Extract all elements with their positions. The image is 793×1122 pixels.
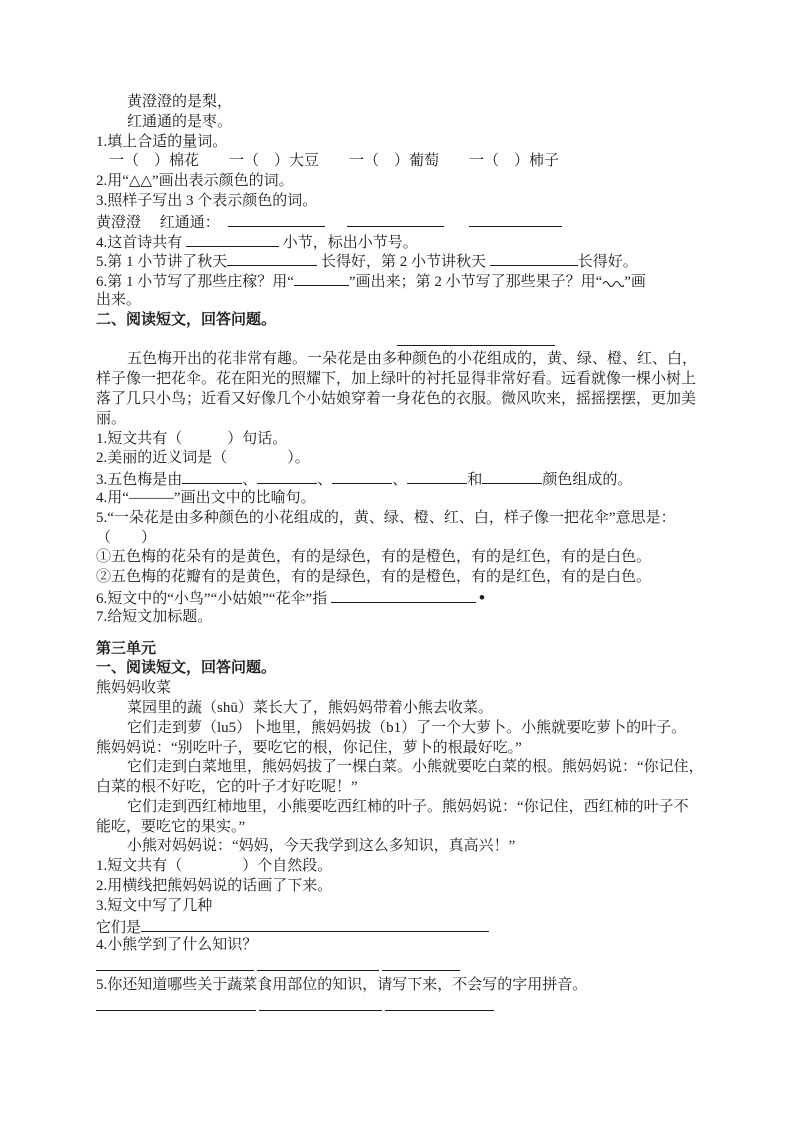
text-segment: 4.小熊学到了什么知识？ — [96, 937, 258, 954]
fill-in-blank — [482, 469, 542, 484]
text-line — [96, 430, 721, 450]
text-segment: 1.短文共有（ ）句话。 — [96, 430, 288, 447]
text-line — [96, 271, 721, 291]
text-segment: ①五色梅的花朵有的是黄色，有的是绿色，有的是橙色，有的是红色，有的是白色。 — [96, 549, 652, 566]
text-segment: 小熊对妈妈说：“妈妈，今天我学到这么多知识，真高兴！” — [127, 838, 516, 855]
text-segment: 3.短文中写了几种 — [96, 897, 213, 914]
fill-in-blank — [294, 271, 349, 286]
fill-in-blank — [257, 469, 317, 484]
text-segment: 2.用“△△”画出表示颜色的词。 — [96, 173, 294, 190]
text-segment: 、 — [317, 472, 333, 489]
text-segment: 红通通的是枣。 — [127, 113, 233, 130]
wavy-line-icon — [602, 278, 624, 287]
text-segment: 二、阅读短文，回答问题。 — [96, 311, 277, 328]
fill-in-blank — [259, 996, 382, 1011]
text-line — [96, 588, 721, 608]
fill-in-blank — [228, 212, 325, 227]
text-line — [96, 568, 721, 588]
text-segment: 熊妈妈说：“别吃叶子，要吃它的根，你记住，萝卜的根最好吃。” — [96, 739, 522, 756]
text-line — [96, 778, 721, 798]
text-line — [96, 917, 721, 937]
document-content — [96, 93, 721, 1016]
text-segment: 它们走到萝（lu5）卜地里，熊妈妈拔（b1）了一个大萝卜。小熊就要吃萝卜的叶子。 — [127, 719, 687, 736]
fill-in-blank — [96, 996, 256, 1011]
text-segment: 、 — [242, 472, 258, 489]
fill-in-blank — [331, 588, 476, 603]
text-line — [96, 350, 721, 370]
fill-in-blank — [385, 996, 494, 1011]
fill-in-blank — [490, 251, 578, 266]
text-line — [96, 113, 721, 133]
text-line — [96, 798, 721, 818]
text-line — [96, 509, 721, 529]
text-segment: （ ） — [96, 529, 157, 546]
text-line — [96, 192, 721, 212]
text-segment: 五色梅开出的花非常有趣。一朵花是由多种颜色的小花组成的，黄、绿、橙、红、白， — [127, 351, 698, 368]
fill-in-blank — [96, 956, 254, 971]
text-line — [96, 251, 721, 271]
text-segment: 它们走到西红柿地里，小熊要吃西红柿的叶子。熊妈妈说：“你记住，西红柿的叶子不 — [127, 798, 689, 815]
title-blank-line — [96, 331, 721, 351]
text-segment: 它们是 — [96, 919, 142, 936]
text-line — [96, 152, 721, 172]
text-line — [96, 897, 721, 917]
text-line — [96, 699, 721, 719]
text-segment: 黄澄澄的是梨， — [127, 94, 233, 110]
text-line — [96, 936, 721, 956]
text-segment: 熊妈妈收菜 — [96, 680, 172, 697]
text-segment: 它们走到白菜地里，熊妈妈拔了一棵白菜。小熊就要吃白菜的根。熊妈妈说：“你记住， — [127, 759, 704, 776]
text-segment: 2.用横线把熊妈妈说的话画了下来。 — [96, 878, 333, 895]
text-segment: ②五色梅的花瓣有的是黄色，有的是绿色，有的是橙色，有的是红色，有的是白色。 — [96, 569, 652, 586]
text-line — [96, 976, 721, 996]
text-line — [96, 739, 721, 759]
spacing-gap — [220, 226, 228, 227]
fill-in-blank — [227, 251, 317, 266]
text-line — [96, 390, 721, 410]
passage-title — [96, 679, 721, 699]
text-segment: 能吃，要吃它的果实。” — [96, 818, 246, 835]
text-line — [96, 449, 721, 469]
fill-in-blank — [382, 956, 460, 971]
text-line — [96, 837, 721, 857]
text-line — [96, 410, 721, 430]
text-line — [96, 719, 721, 739]
text-line — [96, 291, 721, 311]
text-segment: 一、阅读短文，回答问题。 — [96, 660, 277, 677]
text-segment: 样子像一把花伞。花在阳光的照耀下，加上绿叶的衬托显得非常好看。远看就像一棵小树上 — [96, 371, 697, 388]
text-line — [96, 857, 721, 877]
text-segment: 4.这首诗共有 — [96, 234, 187, 251]
fill-in-blank — [332, 469, 392, 484]
answer-line — [96, 996, 721, 1016]
text-segment: 颜色组成的。 — [542, 472, 633, 489]
text-segment: 1.填上合适的量词。 — [96, 133, 228, 150]
spacing-gap — [325, 226, 347, 227]
text-line — [96, 133, 721, 153]
text-segment: 黄澄澄 红通通： — [96, 214, 220, 231]
fill-in-blank — [186, 232, 279, 247]
text-segment: 2.美丽的近义词是（ ）。 — [96, 450, 310, 467]
text-segment: 落了几只小鸟；近看又好像几个小姑娘穿着一身花色的衣服。微风吹来，摇摇摆摆，更加美 — [96, 390, 697, 407]
text-segment: 长得好，第 2 小节讲秋天 — [317, 254, 490, 271]
text-segment: 长得好。 — [577, 254, 638, 271]
unit-heading — [96, 640, 721, 660]
fill-in-blank — [141, 917, 489, 932]
text-line — [96, 529, 721, 549]
section-heading — [96, 311, 721, 331]
text-segment: 出来。 — [96, 291, 142, 308]
spacing-gap — [444, 226, 469, 227]
text-line — [96, 608, 721, 628]
text-line — [96, 370, 721, 390]
text-segment: 6.第 1 小节写了那些庄稼？用“ — [96, 274, 294, 291]
fill-in-blank — [407, 469, 467, 484]
text-line — [96, 469, 721, 489]
section-heading — [96, 659, 721, 679]
text-segment: 5.“一朵花是由多种颜色的小花组成的，黄、绿、橙、红、白，样子像一把花伞”意思是： — [96, 509, 676, 526]
text-segment: 1.短文共有（ ）个自然段。 — [96, 858, 333, 875]
answer-line — [96, 956, 721, 976]
text-segment: 7.给短文加标题。 — [96, 608, 213, 625]
section-gap — [96, 628, 721, 640]
text-segment: 、 — [392, 472, 408, 489]
text-line — [96, 548, 721, 568]
text-segment: 白菜的根不好吃，它的叶子才好吃呢！” — [96, 779, 358, 796]
fill-in-blank — [347, 212, 444, 227]
text-segment: 5.你还知道哪些关于蔬菜食用部位的知识，请写下来，不会写的字用拼音。 — [96, 977, 588, 994]
text-segment: 和 — [467, 472, 483, 489]
text-line — [96, 212, 721, 232]
fill-in-blank — [257, 956, 379, 971]
text-segment: 一（ ）棉花 一（ ）大豆 一（ ）葡萄 一（ ）柿子 — [109, 153, 560, 170]
fill-in-blank — [397, 331, 555, 346]
text-segment: 菜园里的蔬（shū）菜长大了，熊妈妈带着小熊去收菜。 — [127, 699, 493, 716]
text-line — [96, 172, 721, 192]
text-line — [96, 489, 721, 509]
text-segment: 3.照样子写出 3 个表示颜色的词。 — [96, 192, 318, 209]
text-line — [96, 232, 721, 252]
text-segment: 3.五色梅是由 — [96, 472, 183, 489]
text-segment: ”画 — [624, 274, 646, 291]
text-segment: ”画出来；第 2 小节写了那些果子？用“ — [348, 274, 603, 291]
text-segment: 6.短文中的“小鸟”“小姑娘”“花伞”指 — [96, 590, 331, 607]
text-segment: 5.第 1 小节讲了秋天 — [96, 254, 228, 271]
period-dot: • — [478, 587, 485, 607]
text-line — [96, 758, 721, 778]
text-line — [96, 93, 721, 113]
text-segment: 小节，标出小节号。 — [279, 234, 418, 251]
text-segment: 丽。 — [96, 410, 127, 427]
text-line — [96, 818, 721, 838]
fill-in-blank — [469, 212, 562, 227]
text-segment: 第三单元 — [96, 640, 157, 657]
text-line — [96, 877, 721, 897]
fill-in-blank — [182, 469, 242, 484]
text-segment: 4.用“———”画出文中的比喻句。 — [96, 489, 316, 506]
